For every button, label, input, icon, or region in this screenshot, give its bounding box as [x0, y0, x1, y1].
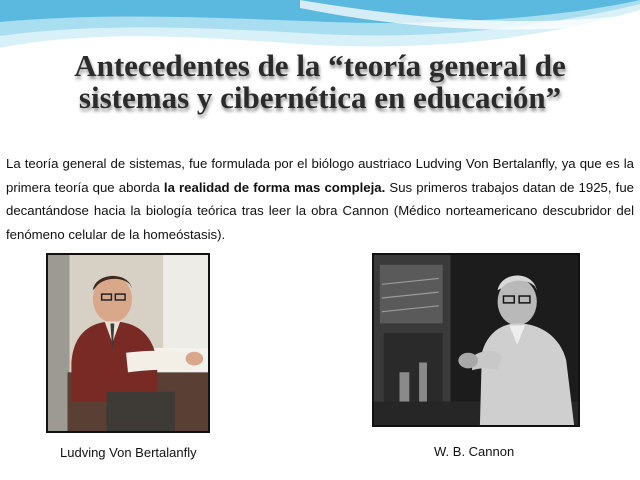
- slide-title: [0, 50, 640, 114]
- cannon-caption: W. B. Cannon: [434, 444, 515, 459]
- title-line-2: sistemas y cibernética en educación”: [78, 80, 562, 115]
- cannon-photo: [372, 253, 580, 427]
- bertalanffy-caption: Ludving Von Bertalanfly: [60, 445, 197, 460]
- body-paragraph: [6, 152, 634, 246]
- paragraph-bold-phrase: la realidad de forma mas compleja.: [163, 179, 386, 195]
- paragraph-part-2: Sus primeros trabajos datan de 1925, fue decantándose hacia la biología teórica tras leer la obra Cannon (Médico norteamericano descubridor del fenómeno celular de la homeóstasis).: [6, 179, 634, 242]
- title-line-1: Antecedentes de la “teoría general de: [74, 48, 566, 83]
- bertalanffy-photo: [46, 253, 210, 433]
- paragraph-part-1: La teoría general de sistemas, fue formulada por el biólogo austriaco Ludving Von Bertalanfly, ya que es la primera teoría que aborda: [6, 156, 634, 195]
